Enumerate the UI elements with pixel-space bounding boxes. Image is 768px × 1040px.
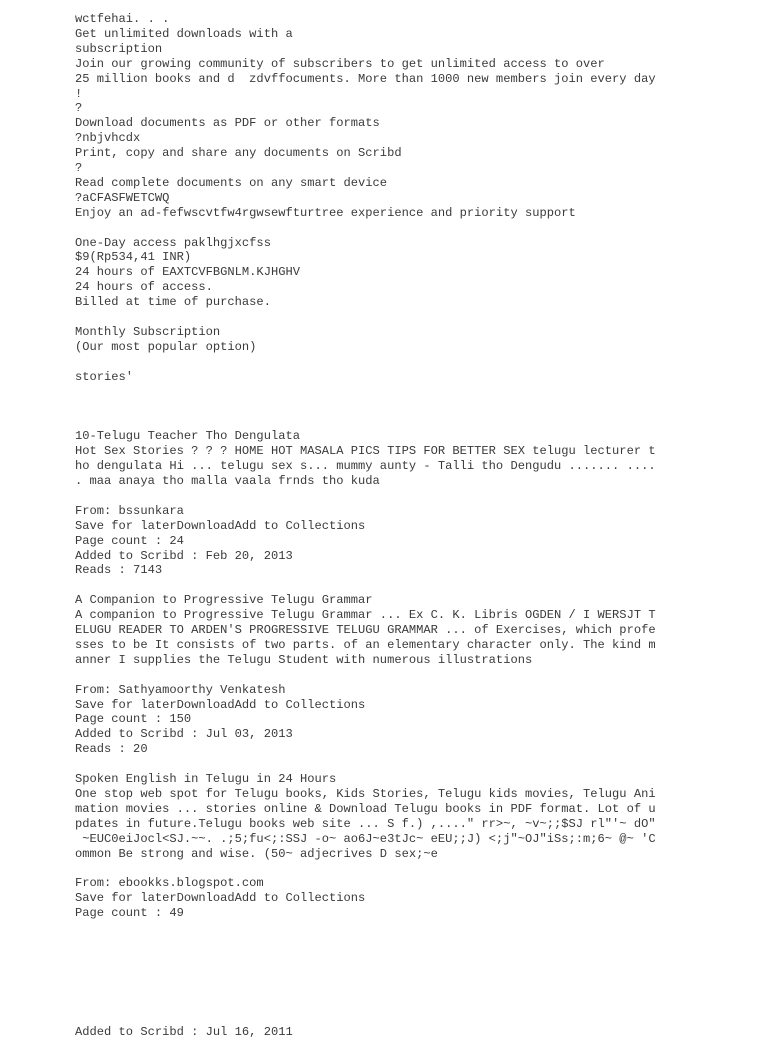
spacer — [75, 355, 695, 370]
one-day-title: One-Day access paklhgjxcfss — [75, 235, 271, 250]
result-snippet-line: ~EUC0eiJocl<SJ.~~. .;5;fu<;:SSJ -o~ ao6J~e3tJc~ eEU;;J) <;j"~OJ"iSs;:m;6~ @~ 'C — [75, 831, 656, 846]
intro-line: ! — [75, 86, 83, 101]
intro-line: Enjoy an ad-fefwscvtfw4rgwsewfturtree experience and priority support — [75, 205, 576, 220]
result-title[interactable]: A Companion to Progressive Telugu Grammar — [75, 593, 373, 608]
result-snippet-line: anner I supplies the Telugu Student with numerous illustrations — [75, 652, 533, 667]
result-snippet-line: One stop web spot for Telugu books, Kids Stories, Telugu kids movies, Telugu Ani — [75, 786, 656, 801]
one-day-section — [75, 236, 695, 311]
result-item — [75, 593, 695, 757]
result-snippet-line: ommon Be strong and wise. (50~ adjecrives D sex;~e — [75, 846, 438, 861]
result-snippet-line: . maa anaya tho malla vaala frnds tho kuda — [75, 474, 380, 489]
intro-line: ? — [75, 101, 83, 116]
result-author: From: bssunkara — [75, 503, 184, 518]
spacer — [75, 310, 695, 325]
one-day-line: 24 hours of access. — [75, 280, 213, 295]
intro-line: subscription — [75, 41, 163, 56]
intro-line: wctfehai. . . — [75, 12, 170, 26]
result-author: From: ebookks.blogspot.com — [75, 876, 264, 891]
result-reads: Reads : 20 — [75, 742, 148, 757]
result-title[interactable]: Spoken English in Telugu in 24 Hours — [75, 772, 337, 787]
intro-line: Get unlimited downloads with a — [75, 26, 293, 41]
spacer — [75, 489, 695, 504]
result-item — [75, 429, 695, 578]
result-snippet-line: Hot Sex Stories ? ? ? HOME HOT MASALA PICS TIPS FOR BETTER SEX telugu lecturer t — [75, 444, 656, 459]
spacer — [75, 757, 695, 772]
result-actions[interactable]: Save for laterDownloadAdd to Collections — [75, 891, 366, 906]
intro-line: ?nbjvhcdx — [75, 131, 141, 146]
result-added-date: Added to Scribd : Jul 03, 2013 — [75, 727, 293, 742]
monthly-note: (Our most popular option) — [75, 339, 257, 354]
one-day-price: $9(Rp534,41 INR) — [75, 250, 192, 265]
result-snippet-line: mation movies ... stories online & Download Telugu books in PDF format. Lot of u — [75, 801, 656, 816]
result-reads: Reads : 7143 — [75, 563, 163, 578]
intro-line: Print, copy and share any documents on Scribd — [75, 146, 402, 161]
monthly-section — [75, 325, 695, 355]
result-actions[interactable]: Save for laterDownloadAdd to Collections — [75, 697, 366, 712]
result-added-date: Added to Scribd : Jul 16, 2011 — [75, 1025, 293, 1040]
spacer — [75, 668, 695, 683]
monthly-title: Monthly Subscription — [75, 325, 221, 339]
result-actions[interactable]: Save for laterDownloadAdd to Collections — [75, 518, 366, 533]
intro-line: ?aCFASFWETCWQ — [75, 190, 170, 205]
spacer — [75, 385, 695, 430]
result-snippet-line: A companion to Progressive Telugu Grammar ... Ex C. K. Libris OGDEN / I WERSJT T — [75, 608, 656, 623]
result-snippet-line: sses to be It consists of two parts. of an elementary character only. The kind m — [75, 637, 656, 652]
one-day-line: Billed at time of purchase. — [75, 295, 271, 310]
result-snippet-line: pdates in future.Telugu books web site ... S f.) ,...." rr>~, ~v~;;$SJ rl"'~ dO" — [75, 816, 656, 831]
one-day-line: 24 hours of EAXTCVFBGNLM.KJHGHV — [75, 265, 300, 280]
intro-section — [75, 12, 695, 221]
spacer — [75, 578, 695, 593]
intro-line: 25 million books and d zdvffocuments. More than 1000 new members join every day — [75, 71, 656, 86]
stories-label: stories' — [75, 369, 134, 384]
document-page — [75, 12, 695, 1040]
result-title[interactable]: 10-Telugu Teacher Tho Dengulata — [75, 429, 300, 444]
result-author: From: Sathyamoorthy Venkatesh — [75, 682, 286, 697]
result-snippet-line: ELUGU READER TO ARDEN'S PROGRESSIVE TELUGU GRAMMAR ... of Exercises, which profe — [75, 623, 656, 638]
spacer — [75, 862, 695, 877]
intro-line: Join our growing community of subscribers to get unlimited access to over — [75, 56, 605, 71]
spacer — [75, 221, 695, 236]
result-item — [75, 772, 695, 1040]
result-page-count: Page count : 49 — [75, 906, 184, 921]
result-added-date: Added to Scribd : Feb 20, 2013 — [75, 548, 293, 563]
result-page-count: Page count : 150 — [75, 712, 192, 727]
intro-line: Download documents as PDF or other formats — [75, 116, 380, 131]
intro-line: ? — [75, 161, 83, 176]
intro-line: Read complete documents on any smart device — [75, 175, 388, 190]
spacer — [75, 921, 695, 1025]
result-page-count: Page count : 24 — [75, 533, 184, 548]
result-snippet-line: ho dengulata Hi ... telugu sex s... mummy aunty - Talli tho Dengudu ....... .... — [75, 459, 656, 474]
